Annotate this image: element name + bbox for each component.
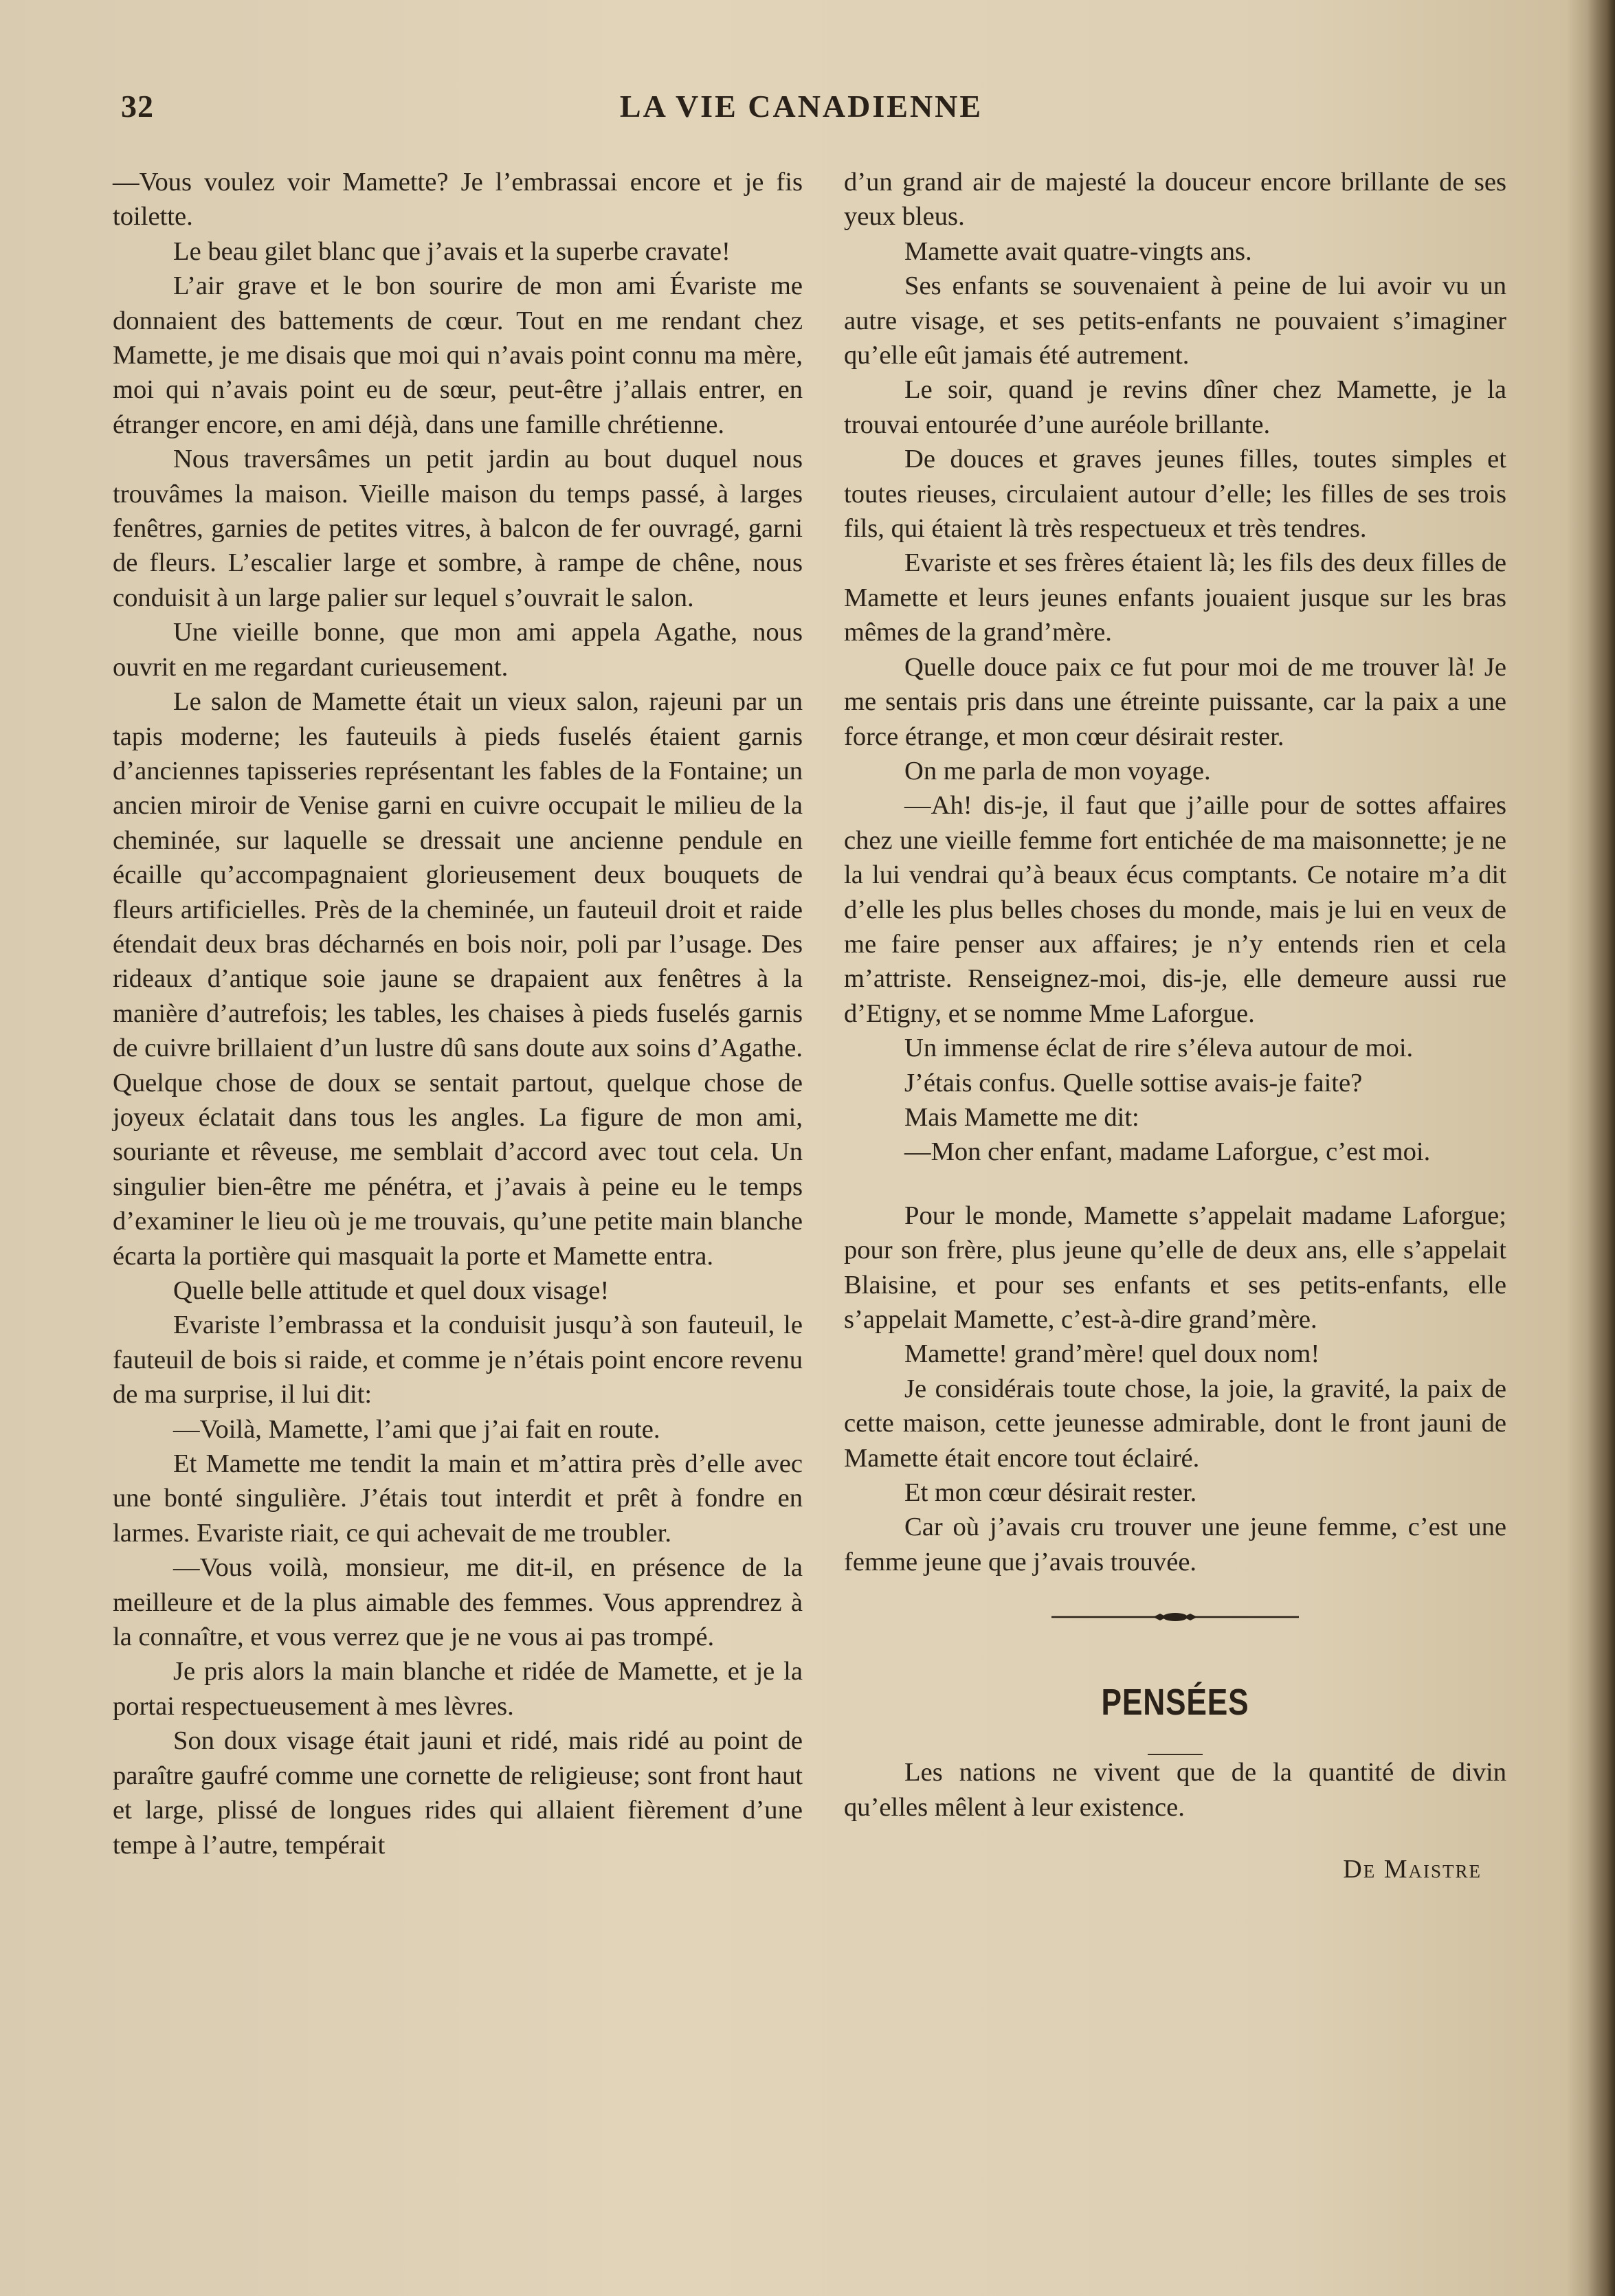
paragraph-gap: [844, 1170, 1506, 1199]
left-column: [113, 165, 803, 1862]
paragraph: Evariste l’embrassa et la conduisit jusqu’à son fauteuil, le fauteuil de bois si raide, et comme je n’étais point encore revenu de ma surprise, il lui dit:: [113, 1311, 803, 1409]
binding-edge-shadow: [1588, 0, 1615, 2296]
paragraph: —Vous voilà, monsieur, me dit-il, en présence de la meilleure et de la plus aimable des femmes. Vous apprendrez à la connaître, et vous verrez que je ne vous ai pas trompé.: [113, 1553, 803, 1652]
page-number: 32: [121, 89, 154, 124]
paragraph: Et mon cœur désirait rester.: [904, 1478, 1197, 1508]
paragraph: Pour le monde, Mamette s’appelait madame Laforgue; pour son frère, plus jeune qu’elle de deux ans, elle s’appelait Blaisine, et pour ses enfants et ses petits-enfants, elle s’appelait Mamette, c’est-à-dire grand’mère.: [844, 1201, 1506, 1334]
pensees-author: De Maistre: [1343, 1855, 1482, 1884]
ornament-rule-icon: [1051, 1610, 1299, 1624]
paragraph: —Vous voulez voir Mamette? Je l’embrassai encore et je fis toilette.: [113, 168, 803, 232]
paragraph: Nous traversâmes un petit jardin au bout duquel nous trouvâmes la maison. Vieille maison du temps passé, à larges fenêtres, garnies de petites vitres, à balcon de fer ouvragé, garni de fleurs. L’escalier large et sombre, à rampe de chêne, nous conduisit à un large palier sur lequel s’ouvrait le salon.: [113, 445, 803, 612]
page-header: [121, 88, 1482, 129]
pensees-quote: Les nations ne vivent que de la quantité de divin qu’elles mêlent à leur existence.: [844, 1758, 1506, 1822]
paragraph: Mamette! grand’mère! quel doux nom!: [904, 1339, 1320, 1369]
paragraph: Mamette avait quatre-vingts ans.: [904, 236, 1252, 266]
paragraph: Quelle douce paix ce fut pour moi de me trouver là! Je me sentais pris dans une étreinte puissante, car la paix a une force étrange, et mon cœur désirait rester.: [844, 652, 1506, 751]
paragraph: Une vieille bonne, que mon ami appela Agathe, nous ouvrit en me regardant curieusement.: [113, 618, 803, 682]
paragraph: Le salon de Mamette était un vieux salon, rajeuni par un tapis moderne; les fauteuils à pieds fuselés étaient garnis d’anciennes tapisseries représentant les fables de la Fontaine; un ancien miroir de Venise garni en cuivre occupait le milieu de la cheminée, sur laquelle se dressait une ancienne pendule en écaille qu’accompagnaient glorieusement deux bouquets de fleurs artificielles. Près de la cheminée, un fauteuil droit et raide étendait deux bras décharnés en bois noir, poli par l’usage. Des rideaux d’antique soie jaune se drapaient aux fenêtres à la manière d’autrefois; les tables, les chaises à pieds fuselés garnis de cuivre brillaient d’un lustre dû sans doute aux soins d’Agathe. Quelque chose de doux se sentait partout, quelque chose de joyeux éclatait dans tous les angles. La figure de mon ami, souriante et rêveuse, me semblait d’accord avec tout cela. Un singulier bien-être me pénétra, et j’avais à peine eu le temps d’examiner le lieu où je me trouvais, qu’une petite main blanche écarta la portière qui masquait la porte et Mamette entra.: [113, 687, 803, 1271]
paragraph: Ses enfants se souvenaient à peine de lui avoir vu un autre visage, et ses petits-enfants ne pouvaient s’imaginer qu’elle eût jamais été autrement.: [844, 271, 1506, 370]
paragraph: Le beau gilet blanc que j’avais et la superbe cravate!: [173, 236, 731, 266]
paragraph: —Voilà, Mamette, l’ami que j’ai fait en route.: [173, 1414, 660, 1444]
paragraph: d’un grand air de majesté la douceur encore brillante de ses yeux bleus.: [844, 168, 1506, 232]
paragraph: De douces et graves jeunes filles, toutes simples et toutes rieuses, circulaient autour d’elle; les filles de ses trois fils, qui étaient là très respectueux et très tendres.: [844, 445, 1506, 544]
paragraph: Le soir, quand je revins dîner chez Mamette, je la trouvai entourée d’une auréole brillante.: [844, 375, 1506, 439]
paragraph: Son doux visage était jauni et ridé, mais ridé au point de paraître gaufré comme une cornette de religieuse; sont front haut et large, plissé de longues rides qui allaient fièrement d’une tempe à l’autre, tempérait: [113, 1726, 803, 1860]
paragraph: Car où j’avais cru trouver une jeune femme, c’est une femme jeune que j’avais trouvée.: [844, 1513, 1506, 1576]
right-column: [844, 165, 1506, 1886]
pensees-title: PENSÉES: [1101, 1682, 1249, 1724]
paragraph: Quelle belle attitude et quel doux visage!: [173, 1276, 610, 1305]
section-divider-ornament: [844, 1600, 1506, 1634]
paragraph: J’étais confus. Quelle sottise avais-je faite?: [904, 1068, 1363, 1097]
paragraph: Je considérais toute chose, la joie, la gravité, la paix de cette maison, cette jeunesse admirable, dont le front jauni de Mamette était encore tout éclairé.: [844, 1374, 1506, 1473]
paragraph: L’air grave et le bon sourire de mon ami Évariste me donnaient des battements de cœur. Tout en me rendant chez Mamette, je me disais que moi qui n’avais point connu ma mère, moi qui n’avais point eu de sœur, peut-être j’allais entrer, en étranger encore, en ami déjà, dans une famille chrétienne.: [113, 271, 803, 439]
paragraph: Et Mamette me tendit la main et m’attira près d’elle avec une bonté singulière. J’étais tout interdit et prêt à fondre en larmes. Evariste riait, ce qui achevait de me troubler.: [113, 1449, 803, 1548]
paragraph: Je pris alors la main blanche et ridée de Mamette, et je la portai respectueusement à mes lèvres.: [113, 1657, 803, 1721]
paragraph: Mais Mamette me dit:: [904, 1102, 1139, 1132]
paragraph: On me parla de mon voyage.: [904, 756, 1211, 785]
paragraph: Evariste et ses frères étaient là; les fils des deux filles de Mamette et leurs jeunes enfants jouaient jusque sur les bras mêmes de la grand’mère.: [844, 548, 1506, 647]
paragraph: —Mon cher enfant, madame Laforgue, c’est moi.: [904, 1137, 1431, 1167]
paragraph: —Ah! dis-je, il faut que j’aille pour de sottes affaires chez une vieille femme fort entichée de ma maisonnette; je ne la lui vendrai qu’à beaux écus comptants. Ce notaire m’a dit d’elle les plus belles choses du monde, mais je lui en veux de me faire penser aux affaires; je n’y entends rien et cela m’attriste. Renseignez-moi, dis-je, elle demeure aussi rue d’Etigny, et se nomme Mme Laforgue.: [844, 791, 1506, 1028]
paragraph: Un immense éclat de rire s’éleva autour de moi.: [904, 1034, 1414, 1063]
journal-title: LA VIE CANADIENNE: [619, 89, 983, 124]
